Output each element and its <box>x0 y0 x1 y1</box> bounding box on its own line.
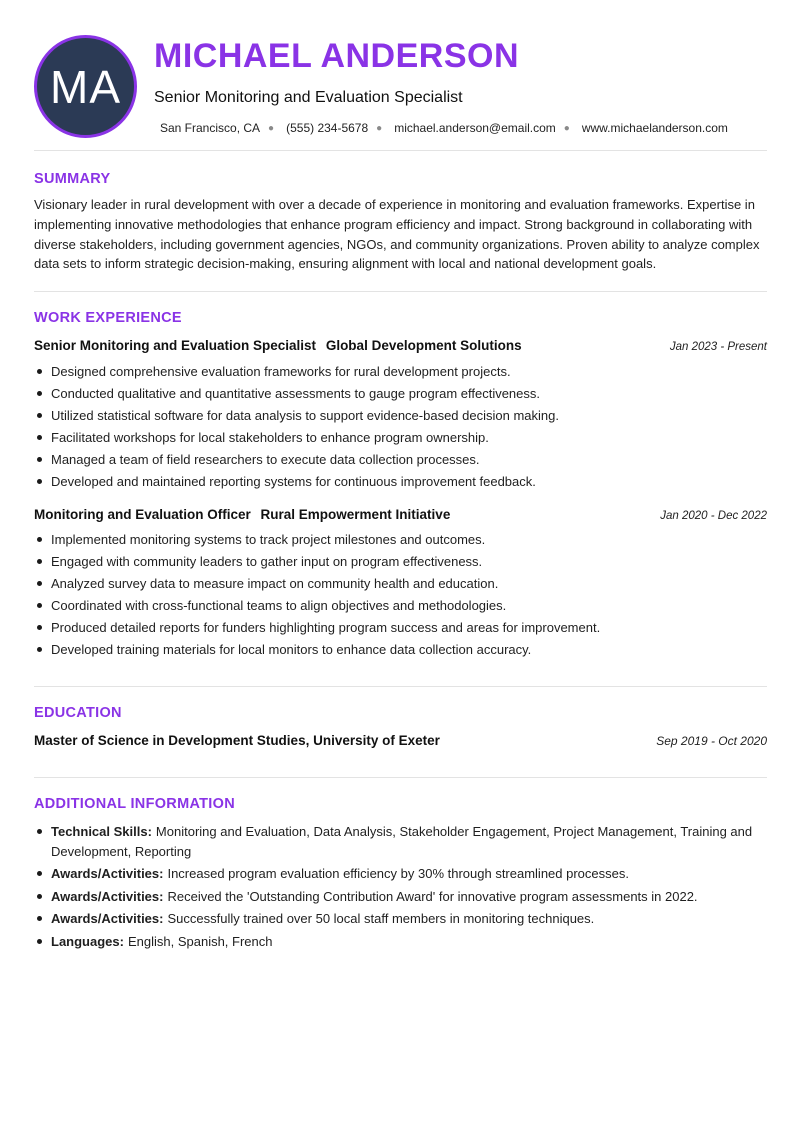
list-item: Engaged with community leaders to gather input on program effectiveness. <box>34 552 769 574</box>
job-bullets <box>34 530 769 662</box>
divider <box>34 150 767 151</box>
list-item: Managed a team of field researchers to execute data collection processes. <box>34 450 769 472</box>
list-item <box>34 864 769 884</box>
item-label: Awards/Activities: <box>51 866 164 881</box>
item-label: Technical Skills: <box>51 824 152 839</box>
divider <box>34 291 767 292</box>
bullet-separator-icon: ● <box>563 122 570 134</box>
list-item: Implemented monitoring systems to track project milestones and outcomes. <box>34 530 769 552</box>
bullet-separator-icon: ● <box>376 122 383 134</box>
job-title: Monitoring and Evaluation Officer <box>34 507 251 522</box>
job-dates: Jan 2023 - Present <box>669 341 767 353</box>
education-heading: EDUCATION <box>34 705 122 721</box>
contact-phone[interactable]: (555) 234-5678 <box>286 121 369 135</box>
job-role <box>34 507 450 522</box>
contact-email[interactable]: michael.anderson@email.com <box>394 121 556 135</box>
list-item: Developed and maintained reporting systems for continuous improvement feedback. <box>34 472 769 494</box>
list-item: Developed training materials for local monitors to enhance data collection accuracy. <box>34 640 769 662</box>
candidate-name: MICHAEL ANDERSON <box>154 37 520 75</box>
item-text: Monitoring and Evaluation, Data Analysis, Stakeholder Engagement, Project Management, Training and Development, Reporting <box>51 824 753 859</box>
contact-website[interactable]: www.michaelanderson.com <box>581 121 728 135</box>
list-item: Facilitated workshops for local stakeholders to enhance program ownership. <box>34 428 769 450</box>
item-text: Received the 'Outstanding Contribution Award' for innovative program assessments in 2022. <box>167 888 698 904</box>
education-dates: Sep 2019 - Oct 2020 <box>656 734 767 748</box>
job-header <box>34 507 767 522</box>
job-role <box>34 338 522 353</box>
list-item <box>34 887 769 907</box>
job-organization: Global Development Solutions <box>325 338 522 353</box>
divider <box>34 777 767 778</box>
summary-heading: SUMMARY <box>34 171 111 187</box>
divider <box>34 686 767 687</box>
job-title: Senior Monitoring and Evaluation Specialist <box>34 338 317 353</box>
additional-list <box>34 822 769 954</box>
avatar-initials: MA <box>50 60 121 113</box>
bullet-separator-icon: ● <box>268 122 275 134</box>
list-item <box>34 932 769 952</box>
job-organization: Rural Empowerment Initiative <box>260 507 451 522</box>
list-item: Analyzed survey data to measure impact on community health and education. <box>34 574 769 596</box>
list-item <box>34 909 769 929</box>
contact-bar <box>160 121 728 135</box>
contact-location: San Francisco, CA <box>160 121 261 135</box>
avatar <box>34 35 137 138</box>
item-text: Successfully trained over 50 local staff members in monitoring techniques. <box>167 911 595 926</box>
list-item: Designed comprehensive evaluation frameworks for rural development projects. <box>34 362 769 384</box>
item-text: English, Spanish, French <box>127 933 273 949</box>
item-label: Languages: <box>51 933 124 949</box>
experience-heading: WORK EXPERIENCE <box>34 310 182 326</box>
job-bullets <box>34 362 769 494</box>
item-text: Increased program evaluation efficiency by 30% through streamlined processes. <box>167 866 629 881</box>
job-dates: Jan 2020 - Dec 2022 <box>660 510 767 522</box>
job-header <box>34 338 767 353</box>
education-degree: Master of Science in Development Studies, University of Exeter <box>34 733 440 748</box>
list-item: Coordinated with cross-functional teams to align objectives and methodologies. <box>34 596 769 618</box>
list-item: Produced detailed reports for funders highlighting program success and areas for improvement. <box>34 618 769 640</box>
list-item <box>34 822 769 861</box>
summary-text: Visionary leader in rural development with over a decade of experience in monitoring and evaluation frameworks. Expertise in implementing innovative methodologies that enhance program efficiency and impact. Strong background in collaborating with diverse stakeholders, including government agencies, NGOs, and community organizations. Proven ability to analyze complex data sets to inform strategic decision-making, ensuring alignment with local and national development goals. <box>34 197 760 272</box>
list-item: Utilized statistical software for data analysis to support evidence-based decision making. <box>34 406 769 428</box>
education-entry <box>34 733 767 748</box>
item-label: Awards/Activities: <box>51 888 164 904</box>
additional-heading: ADDITIONAL INFORMATION <box>34 796 235 812</box>
list-item: Conducted qualitative and quantitative assessments to gauge program effectiveness. <box>34 384 769 406</box>
item-label: Awards/Activities: <box>51 911 164 926</box>
candidate-title: Senior Monitoring and Evaluation Specialist <box>154 89 463 106</box>
